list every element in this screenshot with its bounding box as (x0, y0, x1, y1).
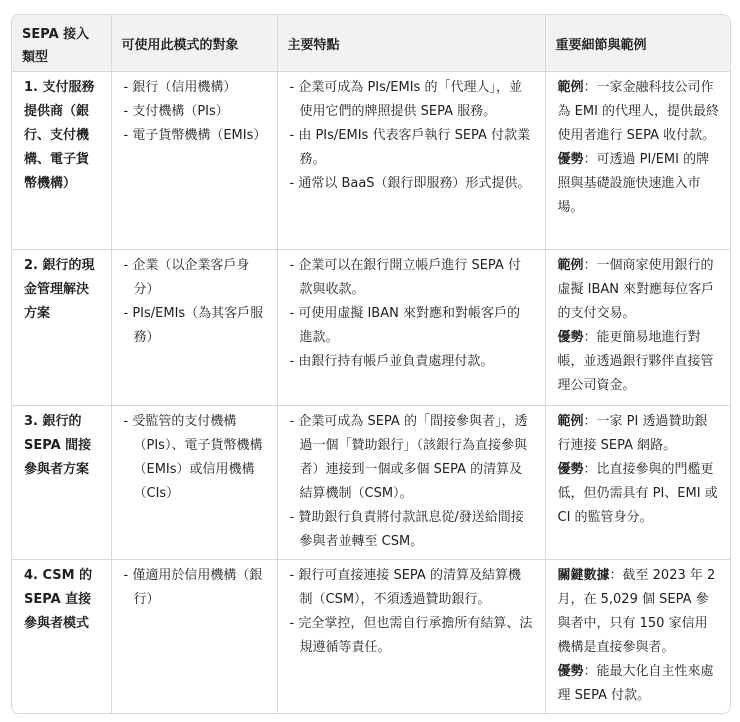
detail-label: 優勢 (557, 329, 584, 345)
list-item: - 企業可以在銀行開立帳戶進行 SEPA 付款與收款。 (289, 257, 521, 297)
sepa-access-table (12, 15, 731, 714)
list-item: - 企業可成為 PIs/EMIs 的「代理人」，並使用它們的牌照提供 SEPA 服務。 (289, 79, 522, 119)
list-item: - 贊助銀行負責將付款訊息從/發送給間接參與者並轉至 CSM。 (289, 509, 524, 549)
features-cell (277, 405, 545, 559)
detail-advantage (558, 458, 721, 530)
header-details-examples: 重要細節與範例 (545, 15, 731, 71)
users-cell (111, 71, 277, 249)
details-cell (545, 559, 731, 714)
list-item: - PIs/EMIs（為其客戶服務） (123, 305, 264, 345)
list-item: - 電子貨幣機構（EMIs） (123, 127, 267, 143)
list-item: - 受監管的支付機構（PIs）、電子貨幣機構（EMIs）或信用機構（CIs） (123, 413, 263, 501)
users-cell (111, 249, 277, 405)
features-cell (277, 249, 545, 405)
list-item: - 可使用虛擬 IBAN 來對應和對帳客戶的進款。 (289, 305, 520, 345)
detail-text: ：能更簡易地進行對帳，並透過銀行夥伴直接管理公司資金。 (557, 329, 714, 393)
detail-text: ：能最大化自主性來處理 SEPA 付款。 (557, 663, 714, 703)
detail-text: ：比直接參與的門檻更低，但仍需具有 PI、EMI 或 CI 的監管身分。 (557, 461, 718, 525)
list-item: - 企業（以企業客戶身分） (123, 257, 250, 297)
access-type-cell: 4. CSM 的 SEPA 直接參與者模式 (12, 559, 111, 714)
detail-key-data (558, 564, 721, 660)
access-type-cell: 3. 銀行的 SEPA 間接參與者方案 (12, 405, 111, 559)
details-cell (545, 71, 731, 249)
list-item: - 通常以 BaaS（銀行即服務）形式提供。 (289, 175, 531, 191)
header-eligible-users: 可使用此模式的對象 (111, 15, 277, 71)
list-item: - 銀行（信用機構） (123, 79, 237, 95)
detail-advantage (558, 326, 721, 398)
table-row (12, 71, 731, 249)
users-cell (111, 559, 277, 714)
users-cell (111, 405, 277, 559)
detail-text: ：可透過 PI/EMI 的牌照與基礎設施快速進入市場。 (557, 151, 710, 215)
detail-label: 關鍵數據 (557, 567, 610, 583)
detail-advantage (558, 660, 721, 708)
detail-label: 優勢 (557, 663, 584, 679)
list-item: - 完全掌控，但也需自行承擔所有結算、法規遵循等責任。 (289, 615, 533, 655)
list-item: - 僅適用於信用機構（銀行） (123, 567, 263, 607)
detail-example (558, 254, 721, 326)
access-type-cell: 2. 銀行的現金管理解決方案 (12, 249, 111, 405)
table-row (12, 559, 731, 714)
list-item: - 企業可成為 SEPA 的「間接參與者」，透過一個「贊助銀行」（該銀行為直接參與者）連接到一個或多個 SEPA 的清算及結算機制（CSM）。 (289, 413, 528, 501)
detail-text: ：一個商家使用銀行的虛擬 IBAN 來對應每位客戶的支付交易。 (557, 257, 715, 321)
table-header-row (12, 15, 731, 71)
detail-label: 範例 (557, 257, 584, 273)
detail-text: ：一家 PI 透過贊助銀行連接 SEPA 網路。 (557, 413, 708, 453)
features-cell (277, 71, 545, 249)
detail-example (558, 76, 721, 148)
detail-text: ：截至 2023 年 2 月，在 5,029 個 SEPA 參與者中，只有 150 家信用機構是直接參與者。 (557, 567, 716, 655)
list-item: - 銀行可直接連接 SEPA 的清算及結算機制（CSM），不須透過贊助銀行。 (289, 567, 521, 607)
details-cell (545, 405, 731, 559)
comparison-table-container (11, 14, 731, 714)
list-item: - 由銀行持有帳戶並負責處理付款。 (289, 353, 494, 369)
detail-label: 範例 (557, 413, 584, 429)
detail-example (558, 410, 721, 458)
list-item: - 由 PIs/EMIs 代表客戶執行 SEPA 付款業務。 (289, 127, 531, 167)
header-key-features: 主要特點 (277, 15, 545, 71)
table-row (12, 249, 731, 405)
header-access-type: SEPA 接入類型 (12, 15, 111, 71)
details-cell (545, 249, 731, 405)
access-type-cell: 1. 支付服務提供商（銀行、支付機構、電子貨幣機構） (12, 71, 111, 249)
features-cell (277, 559, 545, 714)
detail-label: 優勢 (557, 461, 584, 477)
detail-text: ：一家金融科技公司作為 EMI 的代理人，提供最終使用者進行 SEPA 收付款。 (557, 79, 720, 143)
list-item: - 支付機構（PIs） (123, 103, 229, 119)
detail-label: 範例 (557, 79, 584, 95)
detail-advantage (558, 148, 721, 220)
table-row (12, 405, 731, 559)
detail-label: 優勢 (557, 151, 584, 167)
